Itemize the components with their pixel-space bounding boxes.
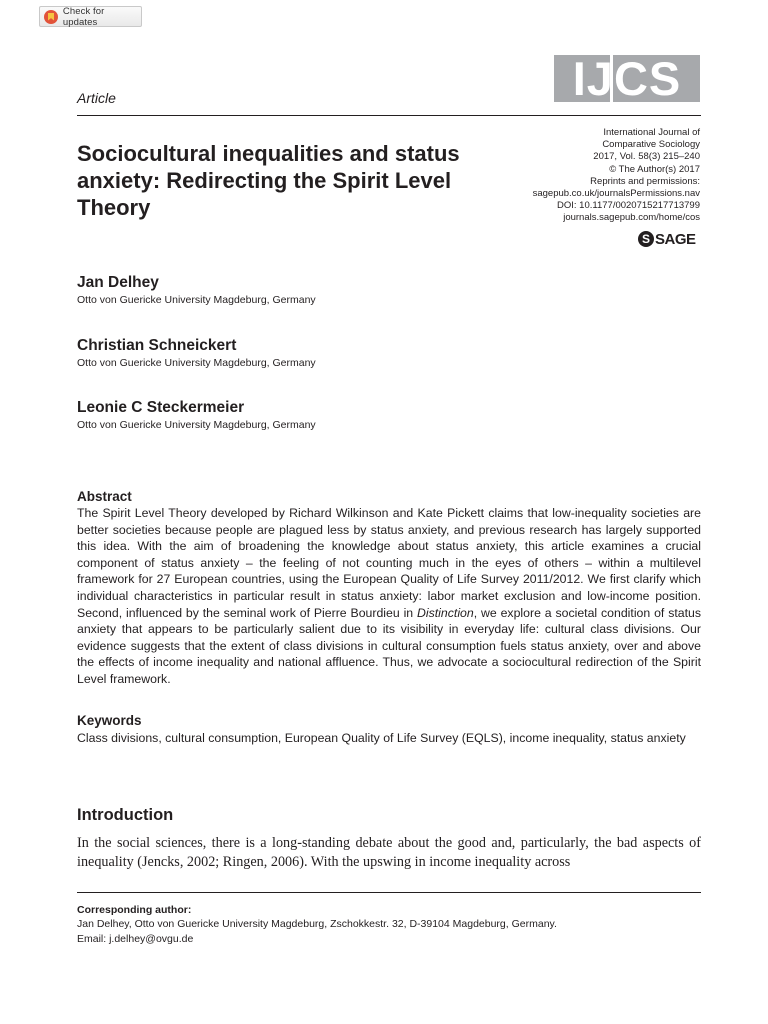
journal-home-link[interactable]: journals.sagepub.com/home/cos: [563, 212, 700, 224]
header-divider: [77, 115, 701, 116]
check-updates-icon: [44, 10, 58, 24]
introduction-heading: Introduction: [77, 806, 174, 824]
sage-logo: [638, 230, 696, 248]
meta-line: Reprints and permissions:: [590, 175, 700, 187]
meta-line: © The Author(s) 2017: [609, 163, 700, 175]
footnote-heading: Corresponding author:: [77, 904, 192, 916]
check-for-updates-button[interactable]: [39, 6, 142, 27]
journal-metadata: [500, 127, 700, 225]
meta-line: Comparative Sociology: [602, 139, 700, 151]
footnote-address: Jan Delhey, Otto von Guericke University Magdeburg, Zschokkestr. 32, D-39104 Magdeburg, Germany.: [77, 918, 557, 931]
keywords-text: Class divisions, cultural consumption, European Quality of Life Survey (EQLS), income inequality, status anxiety: [77, 731, 686, 745]
author-block: [77, 273, 316, 307]
author-name: Jan Delhey: [77, 274, 159, 291]
check-for-updates-label: Check for updates: [62, 5, 105, 28]
abstract-heading: Abstract: [77, 489, 132, 504]
corresponding-author-footnote: [77, 903, 701, 946]
permissions-link[interactable]: sagepub.co.uk/journalsPermissions.nav: [532, 188, 700, 200]
footnote-email[interactable]: Email: j.delhey@ovgu.de: [77, 932, 194, 945]
journal-logo: IJCS: [554, 55, 700, 102]
sage-logo-icon: S: [638, 231, 654, 247]
author-block: [77, 336, 316, 370]
author-affiliation: Otto von Guericke University Magdeburg, Germany: [77, 357, 316, 369]
meta-line: 2017, Vol. 58(3) 215–240: [593, 151, 700, 163]
author-name: Leonie C Steckermeier: [77, 399, 245, 416]
abstract-text: The Spirit Level Theory developed by Richard Wilkinson and Kate Pickett claims that low-inequality societies are better societies because people are plagued less by status anxiety, and previous research has largely supported this idea. With the aim of broadening the knowledge about status anxiety, this article examines a crucial component of status anxiety – the feeling of not counting much in the eyes of others – within a multilevel framework for 27 European countries, using the European Quality of Life Survey 2011/2012. We first clarify which individual characteristics in particular result in status anxiety: labor market exclusion and low-income position. Second, influenced by the seminal work of Pierre Bourdieu in Distinction, we explore a societal condition of status anxiety that appears to be particularly salient due to its visibility in everyday life: cultural class divisions. Our evidence suggests that the extent of class divisions in cultural consumption fuels status anxiety, over and above the effects of income inequality and national affluence. Thus, we advocate a sociocultural redirection of the Spirit Level framework.: [77, 506, 701, 686]
sage-logo-word: SAGE: [655, 230, 696, 248]
footnote-divider: [77, 892, 701, 893]
author-block: [77, 398, 316, 432]
article-type-label: Article: [77, 90, 116, 106]
doi-link[interactable]: DOI: 10.1177/0020715217713799: [557, 200, 700, 212]
meta-line: International Journal of: [603, 127, 700, 138]
author-affiliation: Otto von Guericke University Magdeburg, Germany: [77, 294, 316, 306]
introduction-text: In the social sciences, there is a long-standing debate about the good and, particularly, the bad aspects of inequality (Jencks, 2002; Ringen, 2006). With the upswing in income inequality across: [77, 835, 701, 870]
keywords-heading: Keywords: [77, 713, 142, 728]
article-title: Sociocultural inequalities and status anxiety: Redirecting the Spirit Level Theory: [77, 141, 460, 220]
author-name: Christian Schneickert: [77, 337, 237, 354]
author-affiliation: Otto von Guericke University Magdeburg, Germany: [77, 419, 316, 431]
